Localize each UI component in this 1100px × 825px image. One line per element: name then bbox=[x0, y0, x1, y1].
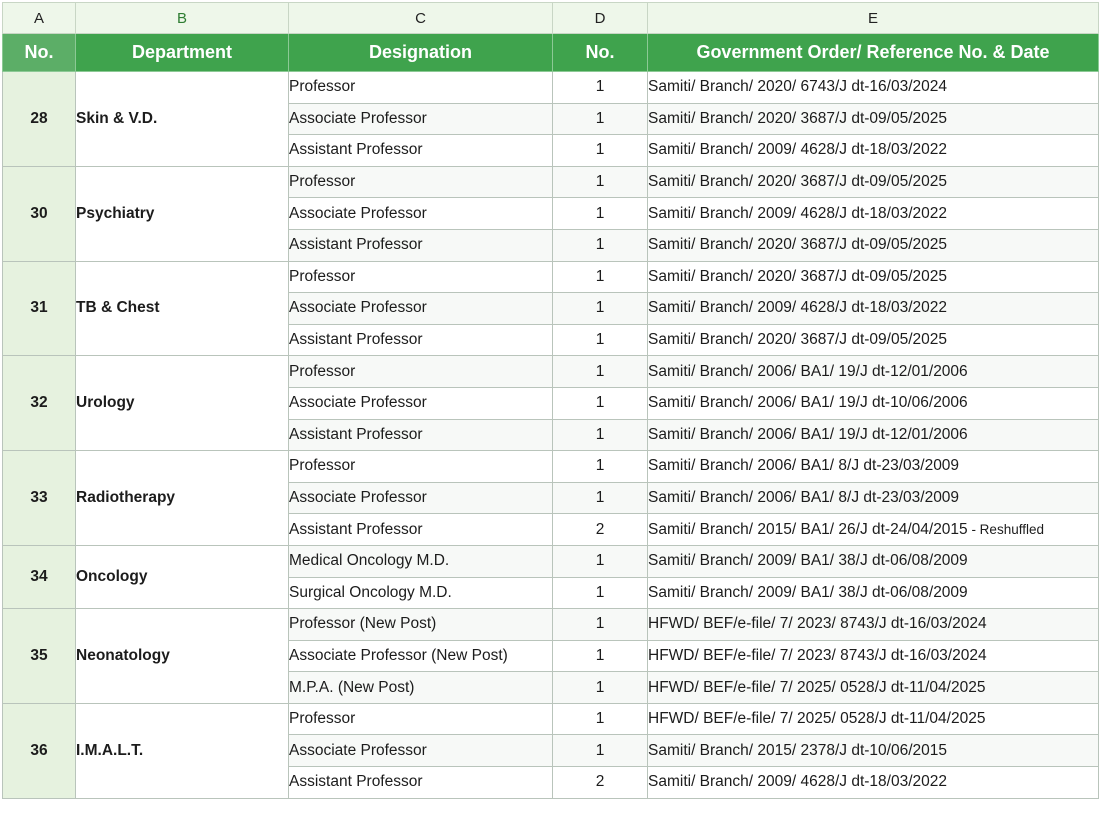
header-reference[interactable]: Government Order/ Reference No. & Date bbox=[648, 34, 1099, 72]
table-row bbox=[3, 703, 1099, 735]
table-header-row bbox=[3, 34, 1099, 72]
table-row bbox=[3, 356, 1099, 388]
reference-text: Samiti/ Branch/ 2006/ BA1/ 8/J dt-23/03/2009 bbox=[648, 457, 960, 475]
reference-cell[interactable] bbox=[648, 72, 1099, 104]
table-row bbox=[3, 545, 1099, 577]
posts-table bbox=[2, 2, 1099, 799]
post-count-cell[interactable]: 1 bbox=[553, 229, 648, 261]
column-letter-b[interactable]: B bbox=[76, 3, 289, 34]
column-letter-c[interactable]: C bbox=[289, 3, 553, 34]
post-count-cell[interactable]: 1 bbox=[553, 324, 648, 356]
post-count-cell[interactable]: 1 bbox=[553, 451, 648, 483]
reference-cell[interactable] bbox=[648, 577, 1099, 609]
department-name-cell[interactable]: Oncology bbox=[76, 545, 289, 608]
table-row bbox=[3, 261, 1099, 293]
reference-text: HFWD/ BEF/e-file/ 7/ 2023/ 8743/J dt-16/03/2024 bbox=[648, 615, 987, 633]
designation-cell[interactable]: Associate Professor (New Post) bbox=[289, 640, 553, 672]
reference-cell[interactable] bbox=[648, 419, 1099, 451]
header-count[interactable]: No. bbox=[553, 34, 648, 72]
department-number-cell[interactable]: 31 bbox=[3, 261, 76, 356]
reference-cell[interactable] bbox=[648, 609, 1099, 641]
header-designation[interactable]: Designation bbox=[289, 34, 553, 72]
department-number-cell[interactable]: 36 bbox=[3, 703, 76, 798]
post-count-cell[interactable]: 1 bbox=[553, 735, 648, 767]
reference-text: Samiti/ Branch/ 2006/ BA1/ 8/J dt-23/03/2009 bbox=[648, 489, 960, 507]
post-count-cell[interactable]: 1 bbox=[553, 703, 648, 735]
department-name-cell[interactable]: TB & Chest bbox=[76, 261, 289, 356]
designation-cell[interactable]: Assistant Professor bbox=[289, 324, 553, 356]
reference-text: Samiti/ Branch/ 2009/ 4628/J dt-18/03/2022 bbox=[648, 299, 948, 317]
reference-cell[interactable] bbox=[648, 640, 1099, 672]
reference-cell[interactable] bbox=[648, 261, 1099, 293]
department-name-cell[interactable]: Radiotherapy bbox=[76, 451, 289, 546]
post-count-cell[interactable]: 2 bbox=[553, 514, 648, 546]
designation-cell[interactable]: Professor bbox=[289, 356, 553, 388]
post-count-cell[interactable]: 1 bbox=[553, 387, 648, 419]
reference-text: Samiti/ Branch/ 2015/ 2378/J dt-10/06/2015 bbox=[648, 741, 948, 759]
department-number-cell[interactable]: 35 bbox=[3, 609, 76, 704]
reference-cell[interactable] bbox=[648, 293, 1099, 325]
post-count-cell[interactable]: 1 bbox=[553, 640, 648, 672]
reference-cell[interactable] bbox=[648, 703, 1099, 735]
department-name-cell[interactable]: Skin & V.D. bbox=[76, 72, 289, 167]
reference-cell[interactable] bbox=[648, 135, 1099, 167]
post-count-cell[interactable]: 1 bbox=[553, 545, 648, 577]
designation-cell[interactable]: Associate Professor bbox=[289, 735, 553, 767]
reference-cell[interactable] bbox=[648, 229, 1099, 261]
department-name-cell[interactable]: Urology bbox=[76, 356, 289, 451]
designation-cell[interactable]: Surgical Oncology M.D. bbox=[289, 577, 553, 609]
reference-cell[interactable] bbox=[648, 514, 1099, 546]
designation-cell[interactable]: Assistant Professor bbox=[289, 767, 553, 799]
header-department[interactable]: Department bbox=[76, 34, 289, 72]
post-count-cell[interactable]: 1 bbox=[553, 135, 648, 167]
reference-text: Samiti/ Branch/ 2006/ BA1/ 19/J dt-10/06/2006 bbox=[648, 394, 968, 412]
department-number-cell[interactable]: 33 bbox=[3, 451, 76, 546]
post-count-cell[interactable]: 1 bbox=[553, 261, 648, 293]
post-count-cell[interactable]: 1 bbox=[553, 356, 648, 388]
reference-text: Samiti/ Branch/ 2006/ BA1/ 19/J dt-12/01/2006 bbox=[648, 362, 968, 380]
column-letter-e[interactable]: E bbox=[648, 3, 1099, 34]
reference-text: Samiti/ Branch/ 2009/ 4628/J dt-18/03/2022 bbox=[648, 773, 948, 791]
post-count-cell[interactable]: 1 bbox=[553, 166, 648, 198]
table-row bbox=[3, 609, 1099, 641]
reference-cell[interactable] bbox=[648, 767, 1099, 799]
post-count-cell[interactable]: 1 bbox=[553, 72, 648, 104]
designation-cell[interactable]: Professor (New Post) bbox=[289, 609, 553, 641]
post-count-cell[interactable]: 1 bbox=[553, 577, 648, 609]
post-count-cell[interactable]: 2 bbox=[553, 767, 648, 799]
column-letter-d[interactable]: D bbox=[553, 3, 648, 34]
post-count-cell[interactable]: 1 bbox=[553, 198, 648, 230]
reference-text: HFWD/ BEF/e-file/ 7/ 2023/ 8743/J dt-16/03/2024 bbox=[648, 646, 987, 664]
designation-cell[interactable]: Associate Professor bbox=[289, 293, 553, 325]
reference-text: Samiti/ Branch/ 2020/ 3687/J dt-09/05/2025 bbox=[648, 331, 948, 349]
reference-text: Samiti/ Branch/ 2009/ BA1/ 38/J dt-06/08/2009 bbox=[648, 583, 968, 601]
reference-text: Samiti/ Branch/ 2020/ 3687/J dt-09/05/2025 bbox=[648, 267, 948, 285]
designation-cell[interactable]: Associate Professor bbox=[289, 482, 553, 514]
post-count-cell[interactable]: 1 bbox=[553, 419, 648, 451]
department-name-cell[interactable]: Psychiatry bbox=[76, 166, 289, 261]
reference-text: Samiti/ Branch/ 2015/ BA1/ 26/J dt-24/04/2015 bbox=[648, 520, 968, 538]
department-number-cell[interactable]: 32 bbox=[3, 356, 76, 451]
reference-text: Samiti/ Branch/ 2020/ 6743/J dt-16/03/2024 bbox=[648, 78, 948, 96]
department-name-cell[interactable]: I.M.A.L.T. bbox=[76, 703, 289, 798]
reference-note: - Reshuffled bbox=[967, 521, 1044, 537]
designation-cell[interactable]: Professor bbox=[289, 261, 553, 293]
designation-cell[interactable]: Assistant Professor bbox=[289, 229, 553, 261]
reference-cell[interactable] bbox=[648, 387, 1099, 419]
post-count-cell[interactable]: 1 bbox=[553, 293, 648, 325]
department-number-cell[interactable]: 34 bbox=[3, 545, 76, 608]
reference-cell[interactable] bbox=[648, 356, 1099, 388]
department-name-cell[interactable]: Neonatology bbox=[76, 609, 289, 704]
designation-cell[interactable]: Professor bbox=[289, 703, 553, 735]
designation-cell[interactable]: Professor bbox=[289, 451, 553, 483]
column-letter-a[interactable]: A bbox=[3, 3, 76, 34]
table-row bbox=[3, 451, 1099, 483]
post-count-cell[interactable]: 1 bbox=[553, 609, 648, 641]
reference-text: Samiti/ Branch/ 2020/ 3687/J dt-09/05/2025 bbox=[648, 109, 948, 127]
designation-cell[interactable]: Associate Professor bbox=[289, 198, 553, 230]
header-no[interactable]: No. bbox=[3, 34, 76, 72]
table-row bbox=[3, 72, 1099, 104]
reference-text: HFWD/ BEF/e-file/ 7/ 2025/ 0528/J dt-11/04/2025 bbox=[648, 678, 986, 696]
post-count-cell[interactable]: 1 bbox=[553, 482, 648, 514]
table-row bbox=[3, 166, 1099, 198]
designation-cell[interactable]: Medical Oncology M.D. bbox=[289, 545, 553, 577]
column-letter-row bbox=[3, 3, 1099, 34]
reference-text: Samiti/ Branch/ 2009/ 4628/J dt-18/03/2022 bbox=[648, 141, 948, 159]
designation-cell[interactable]: Associate Professor bbox=[289, 387, 553, 419]
reference-text: HFWD/ BEF/e-file/ 7/ 2025/ 0528/J dt-11/04/2025 bbox=[648, 710, 986, 728]
department-number-cell[interactable]: 30 bbox=[3, 166, 76, 261]
post-count-cell[interactable]: 1 bbox=[553, 103, 648, 135]
designation-cell[interactable]: M.P.A. (New Post) bbox=[289, 672, 553, 704]
designation-cell[interactable]: Assistant Professor bbox=[289, 135, 553, 167]
designation-cell[interactable]: Professor bbox=[289, 72, 553, 104]
reference-cell[interactable] bbox=[648, 451, 1099, 483]
reference-cell[interactable] bbox=[648, 103, 1099, 135]
reference-cell[interactable] bbox=[648, 482, 1099, 514]
reference-text: Samiti/ Branch/ 2020/ 3687/J dt-09/05/2025 bbox=[648, 173, 948, 191]
reference-text: Samiti/ Branch/ 2020/ 3687/J dt-09/05/2025 bbox=[648, 236, 948, 254]
reference-text: Samiti/ Branch/ 2009/ BA1/ 38/J dt-06/08/2009 bbox=[648, 552, 968, 570]
reference-cell[interactable] bbox=[648, 324, 1099, 356]
designation-cell[interactable]: Assistant Professor bbox=[289, 419, 553, 451]
designation-cell[interactable]: Assistant Professor bbox=[289, 514, 553, 546]
reference-cell[interactable] bbox=[648, 198, 1099, 230]
reference-cell[interactable] bbox=[648, 672, 1099, 704]
reference-cell[interactable] bbox=[648, 166, 1099, 198]
reference-text: Samiti/ Branch/ 2009/ 4628/J dt-18/03/2022 bbox=[648, 204, 948, 222]
reference-cell[interactable] bbox=[648, 545, 1099, 577]
post-count-cell[interactable]: 1 bbox=[553, 672, 648, 704]
department-number-cell[interactable]: 28 bbox=[3, 72, 76, 167]
designation-cell[interactable]: Professor bbox=[289, 166, 553, 198]
reference-text: Samiti/ Branch/ 2006/ BA1/ 19/J dt-12/01/2006 bbox=[648, 425, 968, 443]
reference-cell[interactable] bbox=[648, 735, 1099, 767]
designation-cell[interactable]: Associate Professor bbox=[289, 103, 553, 135]
